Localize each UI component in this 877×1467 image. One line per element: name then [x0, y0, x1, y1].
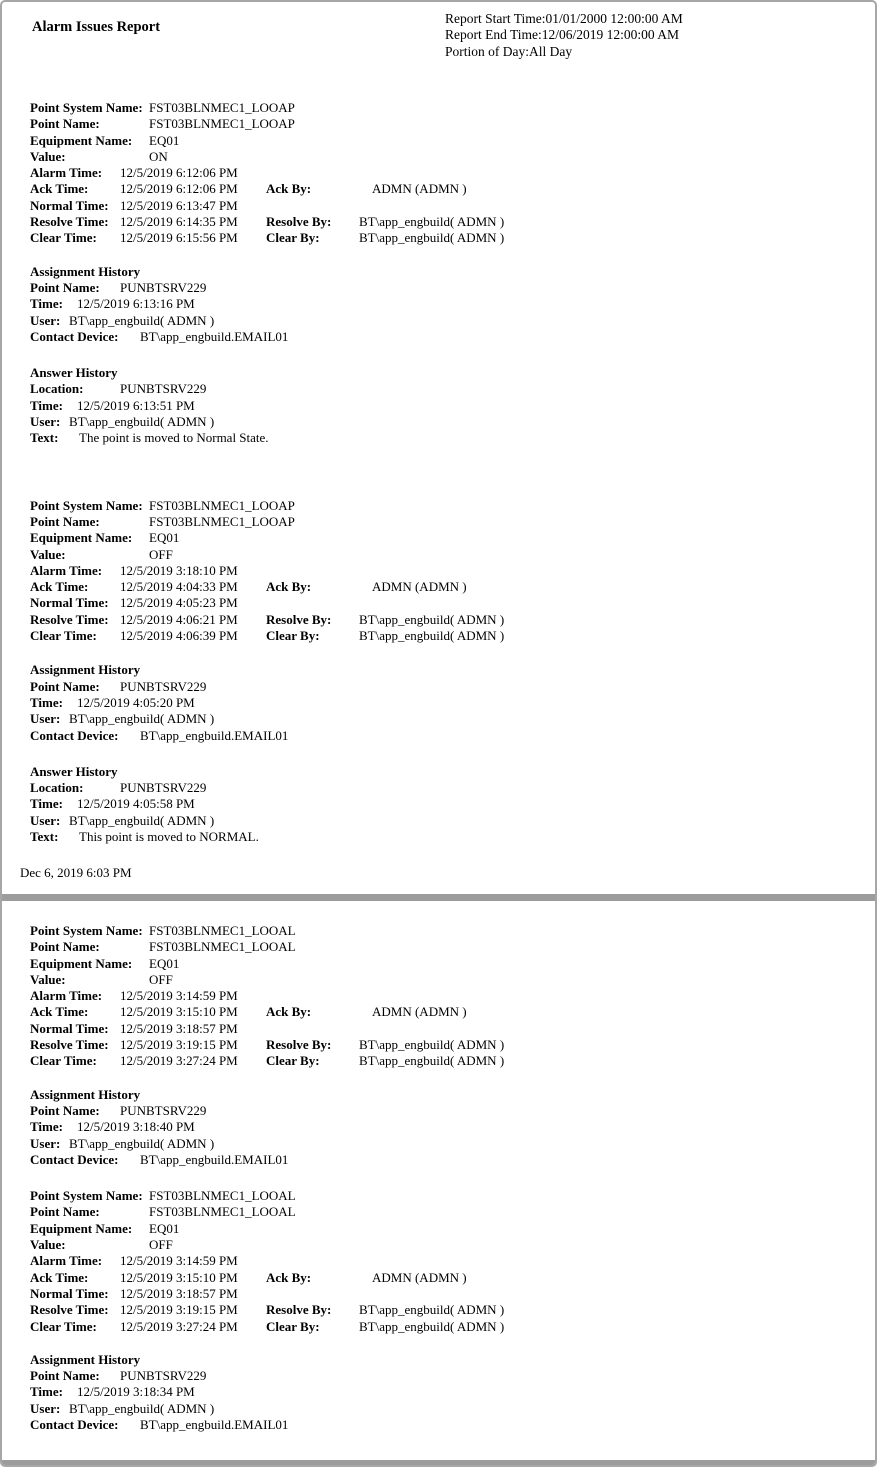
assignment-history-heading: Assignment History [30, 662, 141, 678]
ack-time-value: 12/5/2019 3:15:10 PM [120, 1269, 238, 1285]
report-start-time: Report Start Time:01/01/2000 12:00:00 AM [445, 11, 683, 26]
equipment-name-value: EQ01 [149, 530, 180, 546]
user-value: BT\app_engbuild( ADMN ) [69, 711, 215, 727]
equipment-name-label: Equipment Name: [30, 955, 133, 971]
user-value: BT\app_engbuild( ADMN ) [69, 312, 215, 328]
point-system-name-row [30, 923, 875, 939]
assignment-history-heading: Assignment History [30, 263, 141, 279]
normal-time-label: Normal Time: [30, 595, 109, 611]
ack-time-value: 12/5/2019 4:04:33 PM [120, 579, 238, 595]
portion-of-day: Portion of Day:All Day [445, 43, 573, 59]
answer-history [2, 365, 875, 446]
value-value: OFF [149, 1237, 173, 1253]
time-value: 12/5/2019 6:13:16 PM [77, 296, 195, 312]
point-name-row [30, 514, 875, 530]
value-value: OFF [149, 546, 173, 562]
text-value: This point is moved to NORMAL. [79, 828, 259, 844]
normal-time-value: 12/5/2019 4:05:23 PM [120, 595, 238, 611]
location-value: PUNBTSRV229 [120, 381, 207, 397]
point-name-value: PUNBTSRV229 [120, 279, 207, 295]
point-name-label: Point Name: [30, 279, 100, 295]
clear-time-value: 12/5/2019 3:27:24 PM [120, 1318, 238, 1334]
resolve-time-value: 12/5/2019 3:19:15 PM [120, 1037, 238, 1053]
resolve-time-label: Resolve Time: [30, 214, 109, 230]
equipment-name-row [30, 956, 875, 972]
time-value: 12/5/2019 6:13:51 PM [77, 397, 195, 413]
equipment-name-value: EQ01 [149, 1220, 180, 1236]
clear-time-label: Clear Time: [30, 1053, 97, 1069]
contact-device-label: Contact Device: [30, 328, 119, 344]
ack-time-row [30, 1270, 875, 1286]
point-name-value: FST03BLNMEC1_LOOAP [149, 116, 295, 132]
alarm-record [2, 1188, 875, 1335]
assignment-history-heading: Assignment History [30, 1351, 141, 1367]
report-page-1 [2, 2, 875, 894]
contact-device-row [30, 728, 875, 744]
point-name-value: FST03BLNMEC1_LOOAP [149, 513, 295, 529]
point-name-row [30, 679, 875, 695]
alarm-time-row [30, 1253, 875, 1269]
contact-device-row [30, 329, 875, 345]
alarm-time-label: Alarm Time: [30, 165, 103, 181]
resolve-by-value: BT\app_engbuild( ADMN ) [359, 611, 505, 627]
point-name-row [30, 1368, 875, 1384]
text-label: Text: [30, 828, 59, 844]
location-value: PUNBTSRV229 [120, 780, 207, 796]
clear-time-row [30, 230, 875, 246]
ack-by-value: ADMN (ADMN ) [372, 579, 467, 595]
normal-time-value: 12/5/2019 6:13:47 PM [120, 197, 238, 213]
normal-time-row [30, 1286, 875, 1302]
point-name-label: Point Name: [30, 116, 100, 132]
page-title: Alarm Issues Report [32, 19, 161, 35]
page-break-bar [2, 894, 875, 901]
time-row [30, 1119, 875, 1135]
clear-by-label: Clear By: [266, 230, 320, 246]
user-row [30, 313, 875, 329]
resolve-time-row [30, 612, 875, 628]
ack-by-value: ADMN (ADMN ) [372, 181, 467, 197]
user-value: BT\app_engbuild( ADMN ) [69, 1135, 215, 1151]
value-label: Value: [30, 971, 66, 987]
assignment-history [2, 662, 875, 743]
point-name-label: Point Name: [30, 513, 100, 529]
user-label: User: [30, 312, 61, 328]
point-system-name-label: Point System Name: [30, 1188, 143, 1204]
resolve-by-label: Resolve By: [266, 1037, 332, 1053]
clear-time-label: Clear Time: [30, 230, 97, 246]
resolve-time-value: 12/5/2019 4:06:21 PM [120, 611, 238, 627]
point-name-value: PUNBTSRV229 [120, 1368, 207, 1384]
ack-time-value: 12/5/2019 3:15:10 PM [120, 1004, 238, 1020]
resolve-by-value: BT\app_engbuild( ADMN ) [359, 214, 505, 230]
report-page-2 [2, 923, 875, 1433]
point-system-name-label: Point System Name: [30, 497, 143, 513]
resolve-time-label: Resolve Time: [30, 1302, 109, 1318]
alarm-time-value: 12/5/2019 6:12:06 PM [120, 165, 238, 181]
clear-by-label: Clear By: [266, 628, 320, 644]
time-label: Time: [30, 694, 63, 710]
normal-time-label: Normal Time: [30, 1020, 109, 1036]
resolve-time-row [30, 214, 875, 230]
time-label: Time: [30, 1119, 63, 1135]
report-meta [445, 11, 683, 60]
point-name-label: Point Name: [30, 939, 100, 955]
alarm-time-label: Alarm Time: [30, 988, 103, 1004]
ack-by-label: Ack By: [266, 181, 312, 197]
point-name-label: Point Name: [30, 678, 100, 694]
text-row [30, 829, 875, 845]
ack-time-value: 12/5/2019 6:12:06 PM [120, 181, 238, 197]
equipment-name-row [30, 133, 875, 149]
contact-device-label: Contact Device: [30, 727, 119, 743]
point-system-name-row [30, 1188, 875, 1204]
location-row [30, 780, 875, 796]
point-name-row [30, 939, 875, 955]
contact-device-label: Contact Device: [30, 1417, 119, 1433]
alarm-time-row [30, 165, 875, 181]
user-value: BT\app_engbuild( ADMN ) [69, 812, 215, 828]
normal-time-row [30, 198, 875, 214]
resolve-time-value: 12/5/2019 6:14:35 PM [120, 214, 238, 230]
assignment-history [2, 1087, 875, 1168]
point-name-row [30, 116, 875, 132]
point-system-name-row [30, 498, 875, 514]
user-label: User: [30, 414, 61, 430]
user-row [30, 813, 875, 829]
text-row [30, 430, 875, 446]
time-row [30, 296, 875, 312]
value-label: Value: [30, 546, 66, 562]
resolve-time-row [30, 1302, 875, 1318]
normal-time-row [30, 595, 875, 611]
answer-history [2, 764, 875, 845]
time-value: 12/5/2019 3:18:40 PM [77, 1119, 195, 1135]
user-value: BT\app_engbuild( ADMN ) [69, 414, 215, 430]
contact-device-value: BT\app_engbuild.EMAIL01 [140, 727, 289, 743]
point-system-name-value: FST03BLNMEC1_LOOAL [149, 1188, 296, 1204]
clear-time-row [30, 1319, 875, 1335]
time-row [30, 398, 875, 414]
user-label: User: [30, 1400, 61, 1416]
resolve-by-value: BT\app_engbuild( ADMN ) [359, 1037, 505, 1053]
clear-by-label: Clear By: [266, 1053, 320, 1069]
location-row [30, 381, 875, 397]
point-system-name-label: Point System Name: [30, 100, 143, 115]
time-row [30, 1384, 875, 1400]
point-system-name-row [30, 100, 875, 116]
contact-device-row [30, 1152, 875, 1168]
alarm-time-value: 12/5/2019 3:18:10 PM [120, 562, 238, 578]
equipment-name-label: Equipment Name: [30, 1220, 133, 1236]
time-value: 12/5/2019 4:05:20 PM [77, 694, 195, 710]
equipment-name-label: Equipment Name: [30, 530, 133, 546]
value-label: Value: [30, 1237, 66, 1253]
point-name-value: PUNBTSRV229 [120, 1102, 207, 1118]
normal-time-label: Normal Time: [30, 1285, 109, 1301]
resolve-by-value: BT\app_engbuild( ADMN ) [359, 1302, 505, 1318]
alarm-time-row [30, 988, 875, 1004]
point-system-name-value: FST03BLNMEC1_LOOAL [149, 923, 296, 938]
contact-device-value: BT\app_engbuild.EMAIL01 [140, 1417, 289, 1433]
ack-time-label: Ack Time: [30, 1269, 89, 1285]
user-value: BT\app_engbuild( ADMN ) [69, 1400, 215, 1416]
location-label: Location: [30, 780, 84, 796]
user-row [30, 414, 875, 430]
resolve-by-label: Resolve By: [266, 214, 332, 230]
value-value: OFF [149, 971, 173, 987]
time-label: Time: [30, 796, 63, 812]
contact-device-row [30, 1417, 875, 1433]
resolve-time-value: 12/5/2019 3:19:15 PM [120, 1302, 238, 1318]
resolve-time-label: Resolve Time: [30, 611, 109, 627]
page-break-bar-bottom [2, 1460, 875, 1465]
user-row [30, 711, 875, 727]
clear-by-label: Clear By: [266, 1318, 320, 1334]
report-header [2, 2, 875, 68]
time-label: Time: [30, 296, 63, 312]
text-label: Text: [30, 430, 59, 446]
user-row [30, 1136, 875, 1152]
point-name-row [30, 1204, 875, 1220]
normal-time-value: 12/5/2019 3:18:57 PM [120, 1285, 238, 1301]
clear-time-label: Clear Time: [30, 1318, 97, 1334]
resolve-time-row [30, 1037, 875, 1053]
point-name-label: Point Name: [30, 1368, 100, 1384]
value-label: Value: [30, 148, 66, 164]
equipment-name-value: EQ01 [149, 132, 180, 148]
point-name-value: PUNBTSRV229 [120, 678, 207, 694]
clear-time-value: 12/5/2019 6:15:56 PM [120, 230, 238, 246]
report-end-time: Report End Time:12/06/2019 12:00:00 AM [445, 27, 680, 43]
ack-time-row [30, 181, 875, 197]
contact-device-value: BT\app_engbuild.EMAIL01 [140, 328, 289, 344]
location-label: Location: [30, 381, 84, 397]
assignment-history-heading: Assignment History [30, 1086, 141, 1102]
text-value: The point is moved to Normal State. [79, 430, 269, 446]
answer-history-heading: Answer History [30, 365, 118, 381]
point-name-label: Point Name: [30, 1204, 100, 1220]
contact-device-value: BT\app_engbuild.EMAIL01 [140, 1151, 289, 1167]
alarm-record [2, 923, 875, 1070]
alarm-time-value: 12/5/2019 3:14:59 PM [120, 988, 238, 1004]
point-name-row [30, 1103, 875, 1119]
clear-by-value: BT\app_engbuild( ADMN ) [359, 230, 505, 246]
equipment-name-row [30, 1221, 875, 1237]
ack-by-value: ADMN (ADMN ) [372, 1269, 467, 1285]
alarm-record [2, 498, 875, 645]
ack-time-label: Ack Time: [30, 1004, 89, 1020]
alarm-time-label: Alarm Time: [30, 1253, 103, 1269]
ack-time-label: Ack Time: [30, 181, 89, 197]
equipment-name-value: EQ01 [149, 955, 180, 971]
clear-time-row [30, 628, 875, 644]
user-label: User: [30, 1135, 61, 1151]
point-name-label: Point Name: [30, 1102, 100, 1118]
alarm-time-label: Alarm Time: [30, 562, 103, 578]
clear-by-value: BT\app_engbuild( ADMN ) [359, 1318, 505, 1334]
normal-time-value: 12/5/2019 3:18:57 PM [120, 1020, 238, 1036]
ack-time-row [30, 1004, 875, 1020]
time-label: Time: [30, 1384, 63, 1400]
normal-time-label: Normal Time: [30, 197, 109, 213]
clear-time-label: Clear Time: [30, 628, 97, 644]
resolve-by-label: Resolve By: [266, 1302, 332, 1318]
value-value: ON [149, 148, 168, 164]
ack-time-label: Ack Time: [30, 579, 89, 595]
ack-by-label: Ack By: [266, 1269, 312, 1285]
point-name-row [30, 280, 875, 296]
page-footer-timestamp: Dec 6, 2019 6:03 PM [20, 865, 132, 881]
alarm-time-row [30, 563, 875, 579]
normal-time-row [30, 1021, 875, 1037]
alarm-time-value: 12/5/2019 3:14:59 PM [120, 1253, 238, 1269]
clear-by-value: BT\app_engbuild( ADMN ) [359, 628, 505, 644]
clear-time-row [30, 1053, 875, 1069]
value-row [30, 149, 875, 165]
point-system-name-value: FST03BLNMEC1_LOOAP [149, 100, 295, 115]
assignment-history [2, 1352, 875, 1433]
time-value: 12/5/2019 3:18:34 PM [77, 1384, 195, 1400]
point-system-name-value: FST03BLNMEC1_LOOAP [149, 497, 295, 513]
point-system-name-label: Point System Name: [30, 923, 143, 938]
answer-history-heading: Answer History [30, 763, 118, 779]
time-label: Time: [30, 397, 63, 413]
time-value: 12/5/2019 4:05:58 PM [77, 796, 195, 812]
equipment-name-row [30, 530, 875, 546]
alarm-record [2, 100, 875, 247]
ack-by-value: ADMN (ADMN ) [372, 1004, 467, 1020]
time-row [30, 695, 875, 711]
clear-time-value: 12/5/2019 3:27:24 PM [120, 1053, 238, 1069]
point-name-value: FST03BLNMEC1_LOOAL [149, 1204, 296, 1220]
user-row [30, 1401, 875, 1417]
value-row [30, 1237, 875, 1253]
assignment-history [2, 264, 875, 345]
resolve-time-label: Resolve Time: [30, 1037, 109, 1053]
equipment-name-label: Equipment Name: [30, 132, 133, 148]
contact-device-label: Contact Device: [30, 1151, 119, 1167]
point-name-value: FST03BLNMEC1_LOOAL [149, 939, 296, 955]
value-row [30, 547, 875, 563]
resolve-by-label: Resolve By: [266, 611, 332, 627]
time-row [30, 796, 875, 812]
clear-time-value: 12/5/2019 4:06:39 PM [120, 628, 238, 644]
user-label: User: [30, 812, 61, 828]
ack-by-label: Ack By: [266, 579, 312, 595]
user-label: User: [30, 711, 61, 727]
clear-by-value: BT\app_engbuild( ADMN ) [359, 1053, 505, 1069]
ack-time-row [30, 579, 875, 595]
value-row [30, 972, 875, 988]
ack-by-label: Ack By: [266, 1004, 312, 1020]
